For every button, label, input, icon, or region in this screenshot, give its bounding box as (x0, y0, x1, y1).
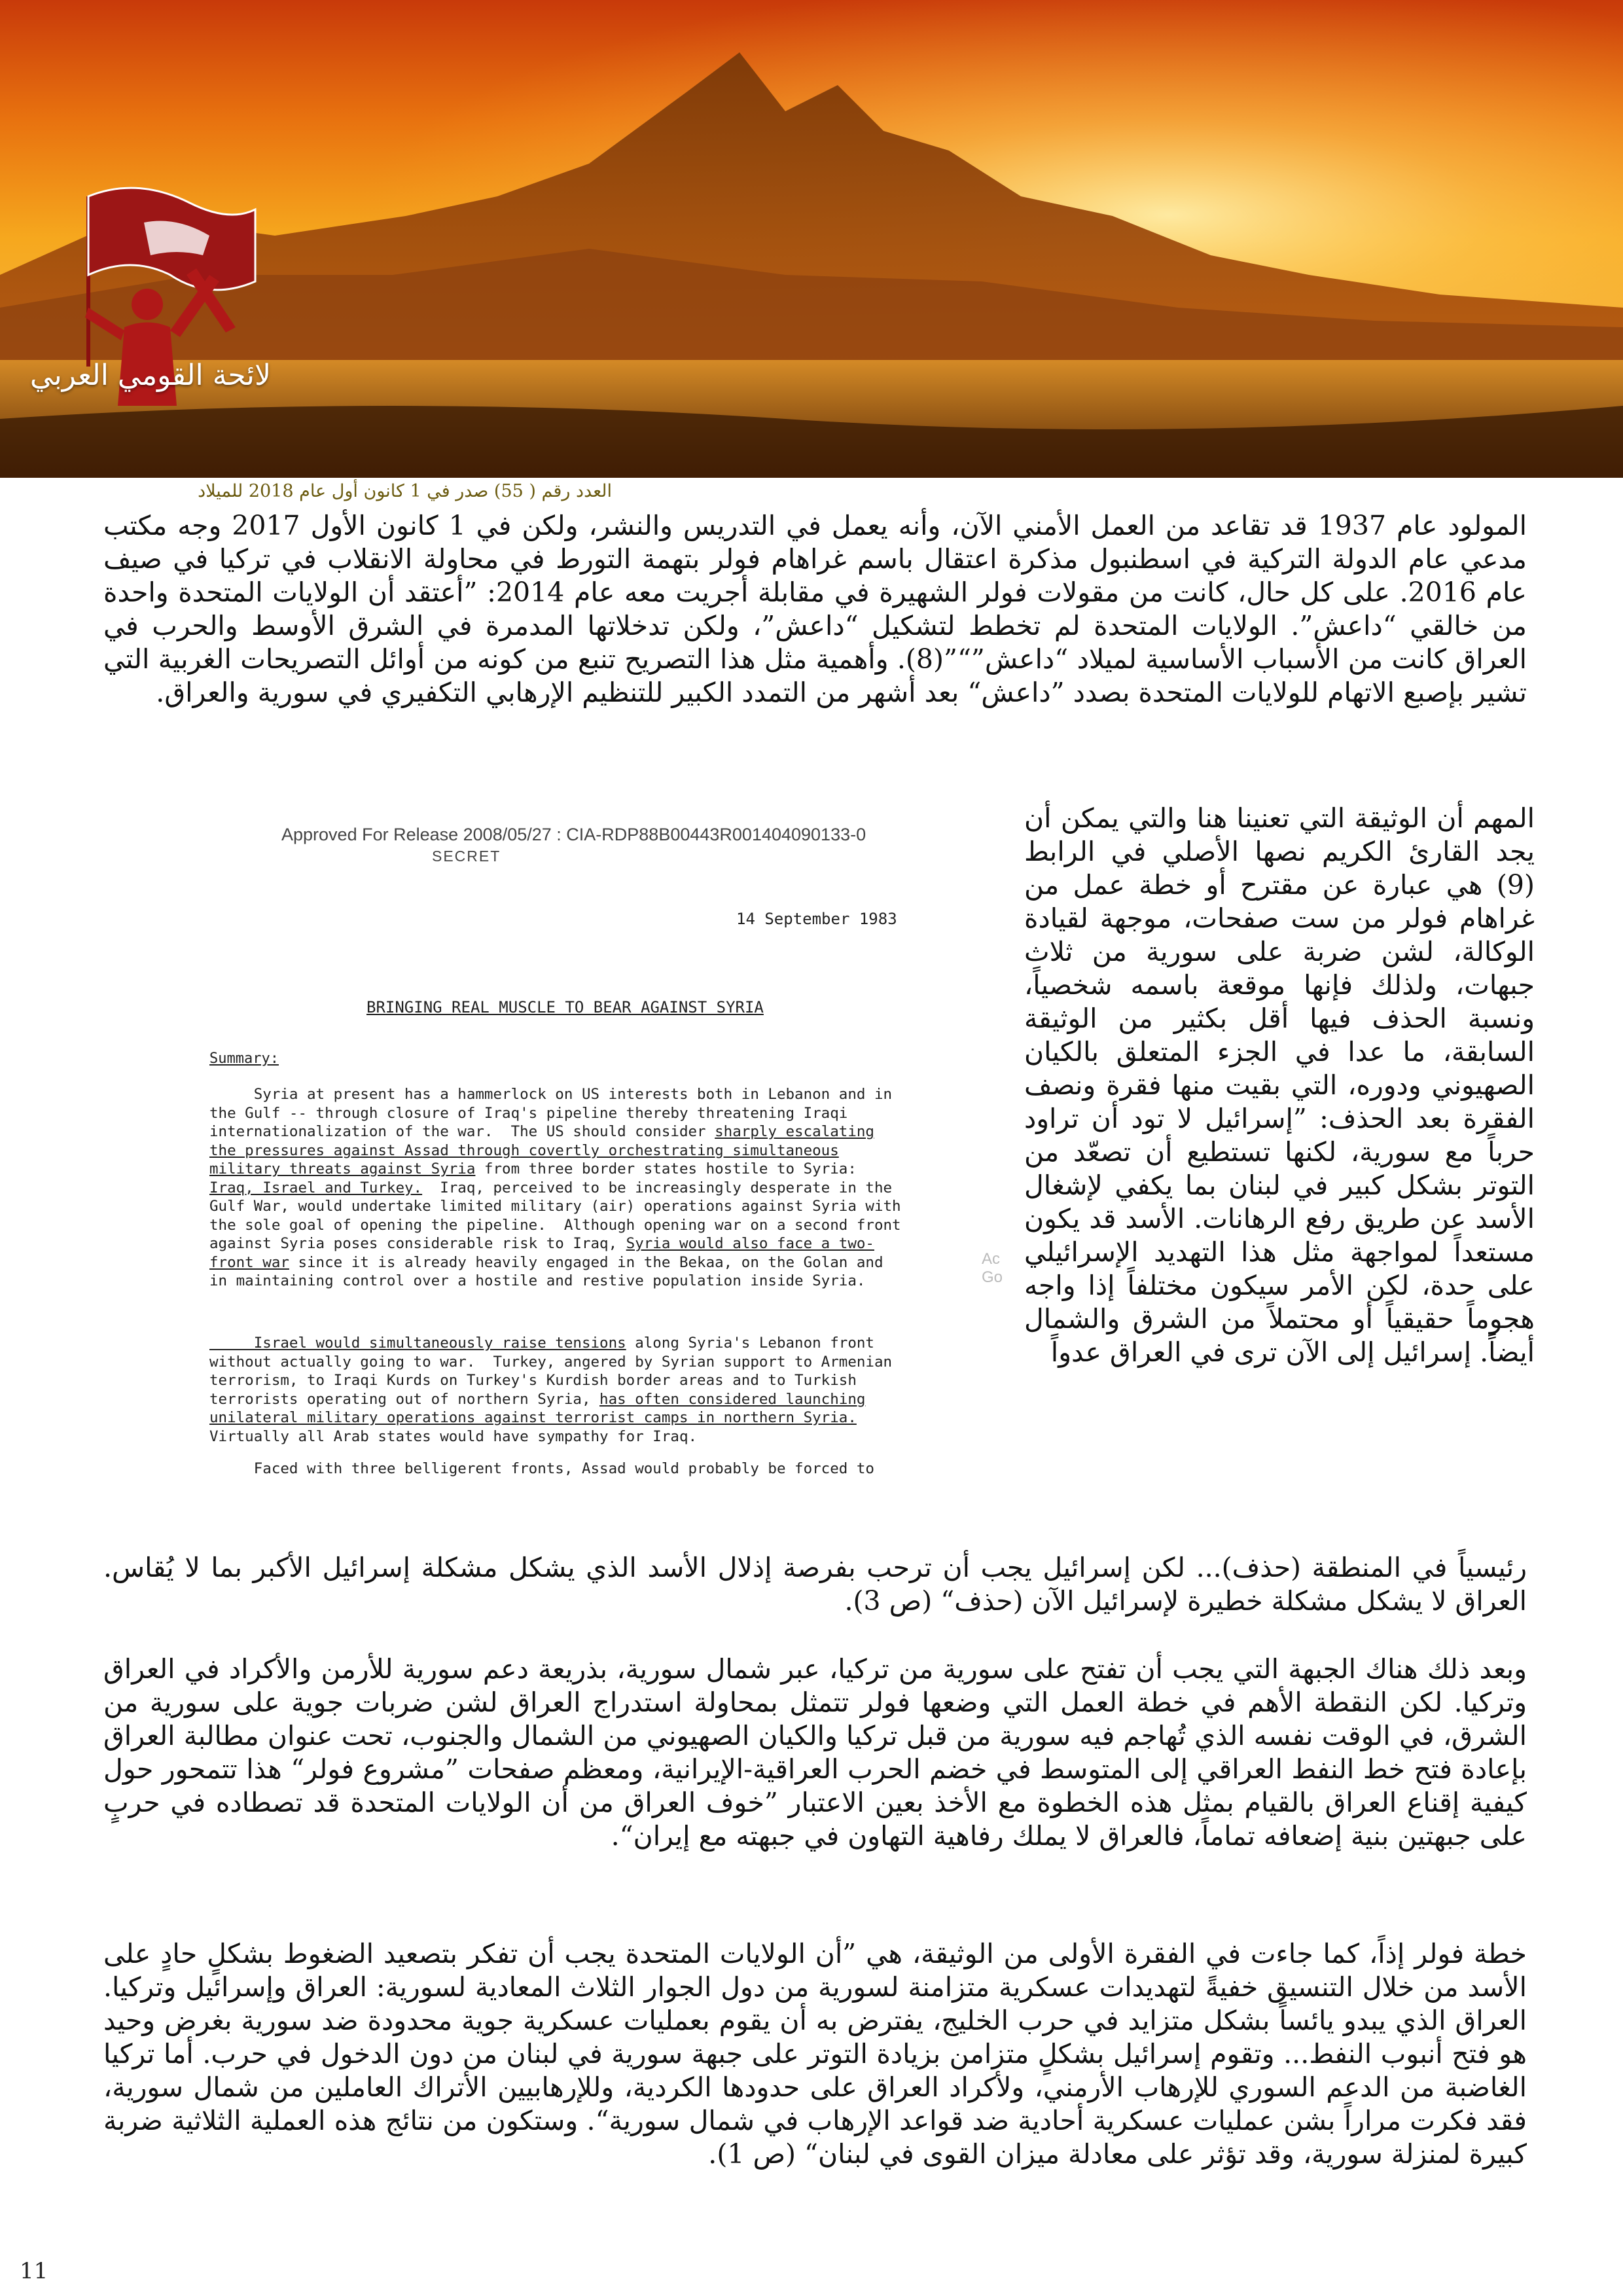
article-paragraph-2: المهم أن الوثيقة التي تعنينا هنا والتي يمكن أن يجد القارئ الكريم نصها الأصلي في الرابط (9) هي عبارة عن مقترح أو خطة عمل من غراهام فولر من ست صفحات، موجهة لقيادة الوكالة، لشن ضربة على سورية من ثلاث جبهات، ولذلك فإنها موقعة باسمه شخصياً، ونسبة الحذف فيها أقل بكثير من الوثيقة السابقة، ما عدا في الجزء المتعلق بالكيان الصهيوني ودوره، التي بقيت منها فقرة ونصف الفقرة بعد الحذف: ”إسرائيل لا تود أن تراود حرباً مع سورية، لكنها تستطيع أن تصعّد من التوتر بشكل كبير في لبنان بما يكفي لإشغال الأسد عن طريق رفع الرهانات. الأسد قد يكون مستعداً لمواجهة مثل هذا التهديد الإسرائيلي على حدة، لكن الأمر سيكون مختلفاً إذا واجه هجوماً حقيقياً أو محتملاً من الشرق والشمال أيضاً. إسرائيل إلى الآن ترى في العراق عدواً (1024, 802, 1535, 1368)
document-paragraph-1: Syria at present has a hammerlock on US interests both in Lebanon and in the Gulf -- through closure of Iraq's pipeline thereby threatening Iraqi internationalization of the war. The US should consider sharply escalating the pressures against Assad through covertly orchestrating simultaneous military threats against Syria from three border states hostile to Syria: Iraq, Israel and Turkey. Iraq, perceived to be increasingly desperate in the Gulf War, would undertake limited military (air) operations against Syria with the sole goal of opening the pipeline. Although opening war on a second front against Syria poses considerable risk to Iraq, Syria would also face a two- front war since it is already heavily engaged in the Bekaa, on the Golan and in maintaining control over a hostile and restive population inside Syria. (209, 1086, 901, 1289)
logo-text: لائحة القومي العربي (29, 359, 272, 392)
issue-line: العدد رقم ( 55) صدر في 1 كانون أول عام 2018 للميلاد (198, 481, 612, 501)
document-paragraph-3: Faced with three belligerent fronts, Assad would probably be forced to (209, 1460, 874, 1477)
article-paragraph-4: وبعد ذلك هناك الجبهة التي يجب أن تفتح على سورية من تركيا، عبر شمال سورية، بذريعة دعم سورية للأرمن والأكراد في العراق وتركيا. لكن النقطة الأهم في خطة العمل التي وضعها فولر تتمثل بمحاولة استدراج العراق لشن ضربات جوية على سورية من الشرق، في الوقت نفسه الذي تُهاجم فيه سورية من قبل تركيا والكيان الصهيوني من الشمال والجنوب، تحت عنوان مطالبة العراق بإعادة فتح خط النفط العراقي إلى المتوسط في خضم الحرب العراقية-الإيرانية، ومعظم صفحات ”مشروع فولر“ هذا تتمحور حول كيفية إقناع العراق بالقيام بمثل هذه الخطوة مع الأخذ بعين الاعتبار ”خوف العراق من أن الولايات المتحدة قد تصطاده في حربٍ على جبهتين بنية إضعافه تماماً، فالعراق لا يملك رفاهية التهاون في جبهته مع إيران“. (103, 1653, 1527, 1852)
watermark-text: Ac Go (982, 1250, 1003, 1286)
header-banner (0, 0, 1623, 478)
document-title: BRINGING REAL MUSCLE TO BEAR AGAINST SYRIA (366, 998, 764, 1016)
article-paragraph-3: رئيسياً في المنطقة (حذف)... لكن إسرائيل يجب أن ترحب بفرصة إذلال الأسد الذي يشكل مشكلة إسرائيل الأكبر بما لا يُقاس. العراق لا يشكل مشكلة خطيرة لإسرائيل الآن (حذف“ (ص 3). (103, 1552, 1527, 1617)
article-paragraph-1: المولود عام 1937 قد تقاعد من العمل الأمني الآن، وأنه يعمل في التدريس والنشر، ولكن في 1 كانون الأول 2017 وجه مكتب مدعي عام الدولة التركية في اسطنبول مذكرة اعتقال باسم غراهام فولر بتهمة التورط في محاولة الانقلاب في تركيا في صيف عام 2016. على كل حال، كانت من مقولات فولر الشهيرة في مقابلة أجريت معه عام 2014: ”أعتقد أن الولايات المتحدة واحدة من خالقي “داعش”. الولايات المتحدة لم تخطط لتشكيل “داعش”، ولكن تدخلاتها المدمرة في الشرق الأوسط والحرب في العراق كانت من الأسباب الأساسية لميلاد “داعش”“”(8). وأهمية مثل هذا التصريح تنبع من كونه من أوائل التصريحات الغربية التي تشير بإصبع الاتهام للولايات المتحدة بصدد ”داعش“ بعد أشهر من التمدد الكبير للتنظيم الإرهابي التكفيري في سورية والعراق. (103, 510, 1527, 708)
classification-label: SECRET (432, 848, 501, 865)
article-paragraph-5: خطة فولر إذاً، كما جاءت في الفقرة الأولى من الوثيقة، هي ”أن الولايات المتحدة يجب أن تفكر بتصعيد الضغوط بشكلٍ حادٍ على الأسد من خلال التنسيق خفيةً لتهديدات عسكرية متزامنة لسورية من دول الجوار الثلاث المعادية لسورية: العراق وإسرائيل وتركيا. العراق الذي يبدو يائساً بشكل متزايد في حرب الخليج، يفترض به أن يقوم بعمليات عسكرية جوية محدودة ضد سورية بغرض وحيد هو فتح أنبوب النفط... وتقوم إسرائيل بشكلٍ متزامن بزيادة التوتر على جبهة سورية في لبنان من دون الدخول في حرب. أما تركيا الغاضبة من الدعم السوري للإرهاب الأرمني، ولأكراد العراق على حدودها الكردية، وللإرهابيين الأتراك العاملين من شمال سورية، فقد فكرت مراراً بشن عمليات عسكرية أحادية ضد قواعد الإرهاب في شمال سورية“. وستكون من نتائج هذه العملية الثلاثية ضربة كبيرة لمنزلة سورية، وقد تؤثر على معادلة ميزان القوى في لبنان“ (ص 1). (103, 1938, 1527, 2170)
release-header: Approved For Release 2008/05/27 : CIA-RDP88B00443R001404090133-0 (281, 825, 866, 844)
document-scan (131, 795, 995, 1548)
document-paragraph-2: Israel would simultaneously raise tensions along Syria's Lebanon front without actually going to war. Turkey, angered by Syrian support to Armenian terrorism, to Iraqi Kurds on Turkey's Kurdish border areas and to Turkish terrorists operating out of northern Syria, has often considered launching unilateral military operations against terrorist camps in northern Syria. Virtually all Arab states would have sympathy for Iraq. (209, 1335, 893, 1445)
page-number: 11 (20, 2258, 48, 2284)
document-date: 14 September 1983 (736, 910, 897, 928)
summary-label: Summary: (209, 1050, 279, 1067)
